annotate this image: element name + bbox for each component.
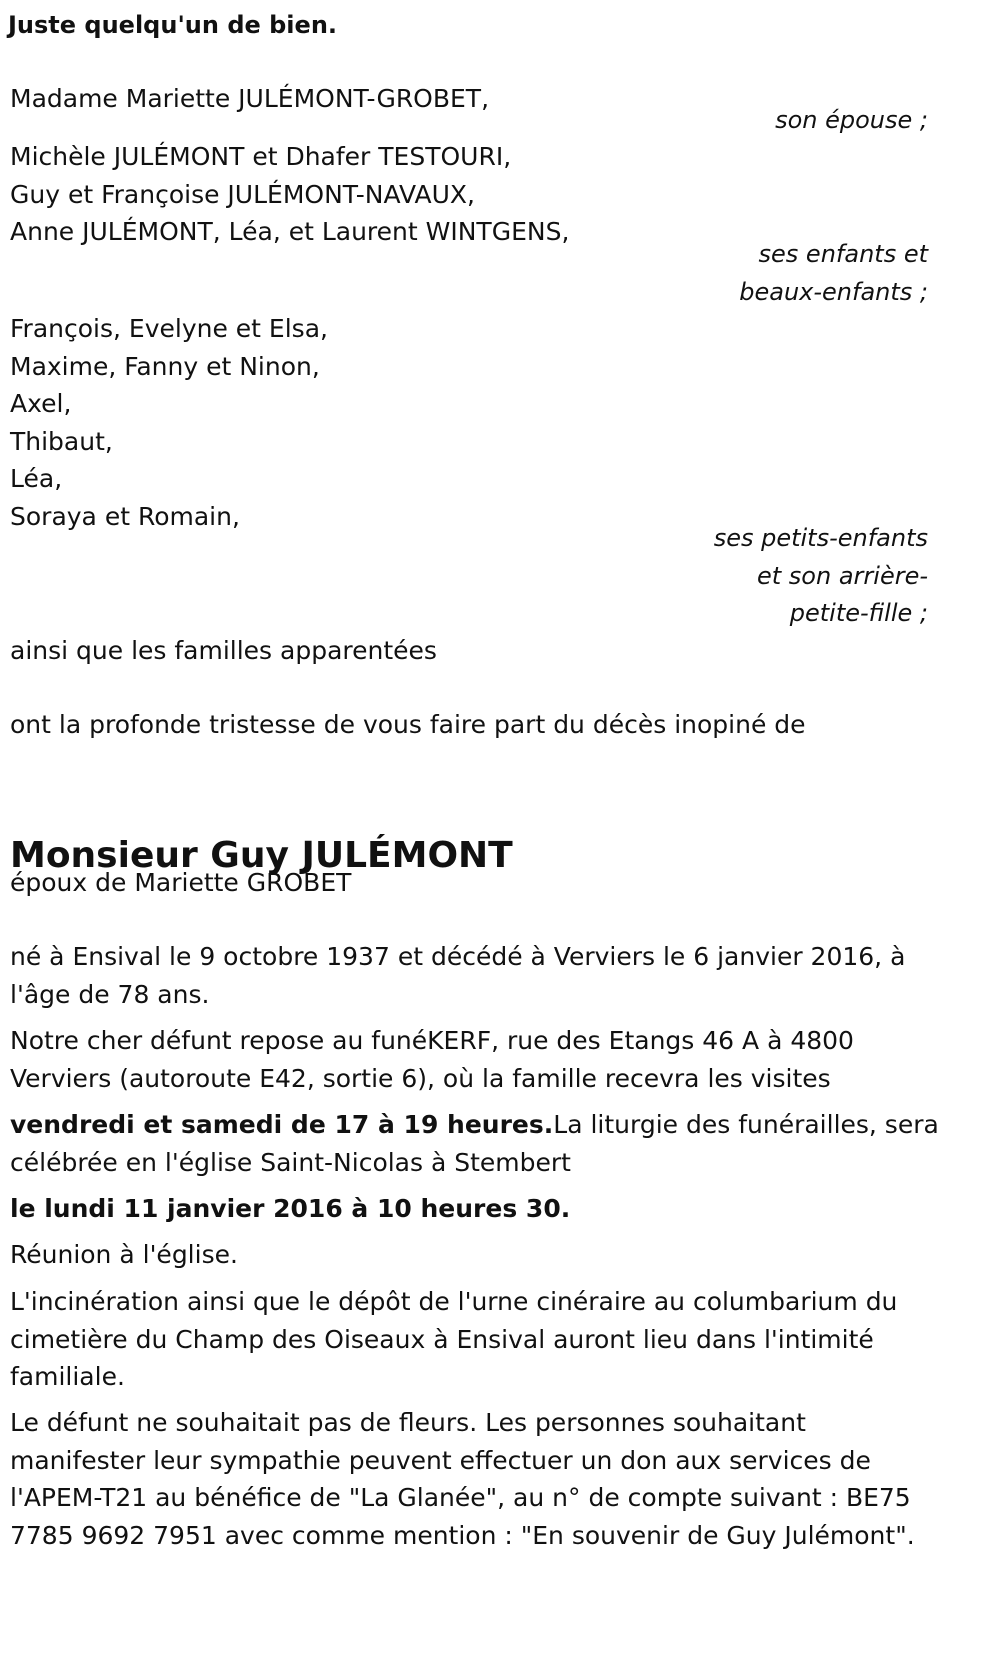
rest-line: Notre cher défunt repose au funéKERF, rue des Etangs 46 A à 4800 xyxy=(10,1026,854,1055)
grandchildren-relation-line: et son arrière- xyxy=(757,561,928,590)
rest-paragraph xyxy=(10,1022,928,1097)
families-text: ainsi que les familles apparentées xyxy=(10,636,437,665)
birth-death-line: l'âge de 78 ans. xyxy=(10,979,210,1009)
child-line: Anne JULÉMONT, Léa, et Laurent WINTGENS, xyxy=(10,217,570,246)
birth-death-paragraph xyxy=(10,938,928,1013)
grandchild-line: Axel, xyxy=(10,389,72,418)
grandchildren-relation xyxy=(714,520,928,633)
church-line: célébrée en l'église Saint-Nicolas à Stembert xyxy=(10,1147,571,1177)
children-block xyxy=(10,138,928,251)
cremation-paragraph xyxy=(10,1283,928,1396)
children-relation xyxy=(739,236,928,311)
child-line: Michèle JULÉMONT et Dhafer TESTOURI, xyxy=(10,142,512,171)
announcement xyxy=(10,706,928,744)
children-relation-line: beaux-enfants ; xyxy=(739,277,928,306)
deceased-name: Monsieur Guy JULÉMONT xyxy=(10,835,513,876)
flowers-line: manifester leur sympathie peuvent effectuer un don aux services de xyxy=(10,1445,871,1475)
flowers-line: l'APEM-T21 au bénéfice de "La Glanée", au n° de compte suivant : BE75 xyxy=(10,1483,911,1512)
rest-line: Verviers (autoroute E42, sortie 6), où la famille recevra les visites xyxy=(10,1063,831,1093)
grandchildren-relation-line: petite-fille ; xyxy=(789,599,928,627)
visits-line xyxy=(10,1106,939,1144)
spouse-of-text: époux de Mariette GROBET xyxy=(10,868,352,897)
children-relation-line: ses enfants et xyxy=(758,240,928,268)
flowers-line: 7785 9692 7951 avec comme mention : "En souvenir de Guy Julémont". xyxy=(10,1520,915,1550)
meeting-line xyxy=(10,1236,928,1274)
spouse-of xyxy=(10,864,928,902)
cremation-line: L'incinération ainsi que le dépôt de l'urne cinéraire au columbarium du xyxy=(10,1287,898,1316)
visits-hours: vendredi et samedi de 17 à 19 heures. xyxy=(10,1110,554,1139)
flowers-paragraph xyxy=(10,1404,928,1554)
flowers-line: Le défunt ne souhaitait pas de fleurs. Les personnes souhaitant xyxy=(10,1408,806,1437)
cremation-line: cimetière du Champ des Oiseaux à Ensival auront lieu dans l'intimité xyxy=(10,1324,874,1354)
grandchildren-block xyxy=(10,310,928,535)
visits-paragraph xyxy=(10,1106,939,1181)
families-line xyxy=(10,632,928,670)
spouse-name: Madame Mariette JULÉMONT-GROBET, xyxy=(10,84,490,113)
funeral-date-text: le lundi 11 janvier 2016 à 10 heures 30. xyxy=(10,1194,571,1223)
grandchildren-relation-line: ses petits-enfants xyxy=(713,524,928,552)
grandchild-line: Léa, xyxy=(10,464,63,493)
meeting-text: Réunion à l'église. xyxy=(10,1240,238,1269)
funeral-date xyxy=(10,1190,928,1228)
cremation-line: familiale. xyxy=(10,1362,125,1391)
intro-line: Juste quelqu'un de bien. xyxy=(8,11,338,39)
birth-death-line: né à Ensival le 9 octobre 1937 et décédé à Verviers le 6 janvier 2016, à xyxy=(10,942,906,971)
announcement-text: ont la profonde tristesse de vous faire part du décès inopiné de xyxy=(10,710,806,739)
grandchild-line: Soraya et Romain, xyxy=(10,501,240,531)
grandchild-line: Thibaut, xyxy=(10,426,113,456)
spouse-relation: son épouse ; xyxy=(775,106,928,134)
grandchild-line: Maxime, Fanny et Ninon, xyxy=(10,351,320,381)
child-line: Guy et Françoise JULÉMONT-NAVAUX, xyxy=(10,179,475,209)
grandchild-line: François, Evelyne et Elsa, xyxy=(10,314,328,343)
liturgy-text: La liturgie des funérailles, sera xyxy=(553,1110,939,1139)
